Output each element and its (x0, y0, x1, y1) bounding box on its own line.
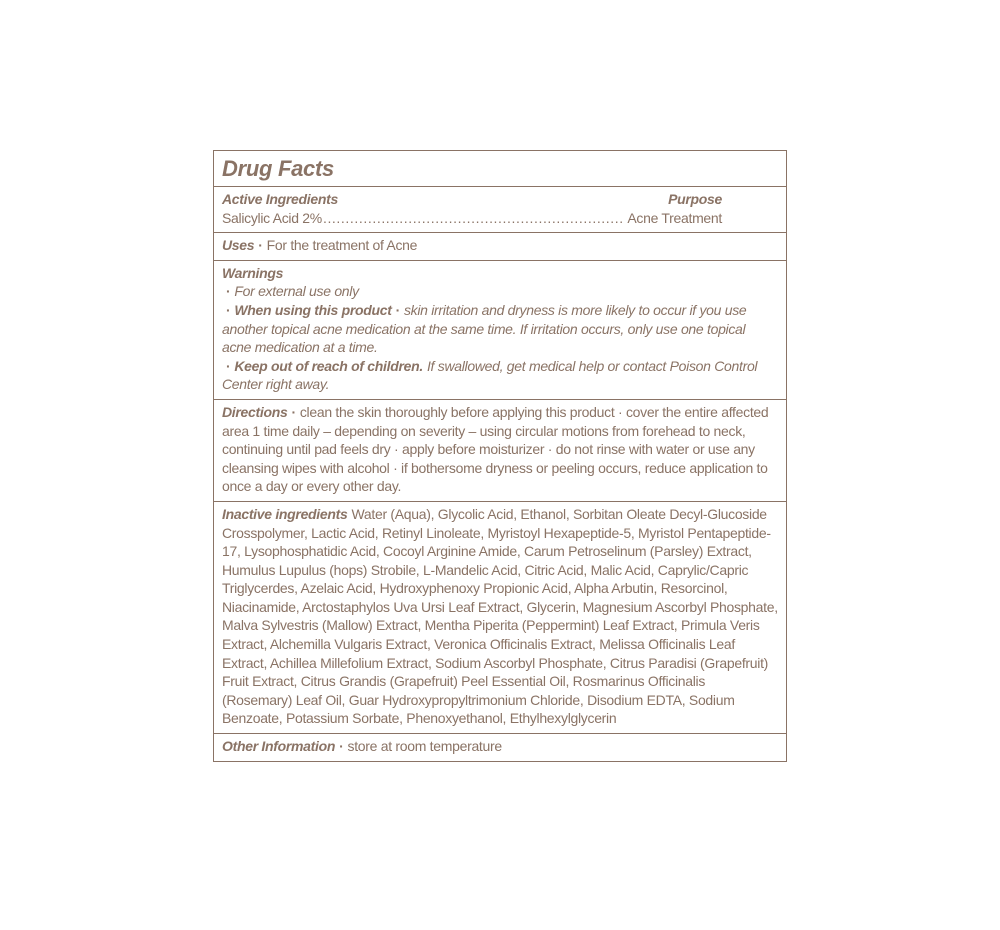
active-ingredients-heading: Active Ingredients (222, 191, 338, 207)
active-ingredients-header-row (222, 190, 722, 209)
warning-item-external-use (222, 282, 778, 301)
directions-section (214, 399, 786, 501)
active-ingredient-purpose: Acne Treatment (627, 209, 722, 226)
inactive-ingredients-heading: Inactive ingredients (222, 505, 348, 522)
bullet-glyph: · (226, 283, 231, 300)
purpose-heading: Purpose (668, 191, 722, 207)
inactive-ingredients-text: Water (Aqua), Glycolic Acid, Ethanol, Sorbitan Oleate Decyl-Glucoside Crosspolymer, Lactic Acid, Retinyl Linoleate, Myristoyl Hexapeptide-5, Myristol Pentapeptide-17, Lysophosphatidic Acid, Cocoyl Arginine Amide, Carum Petroselinum (Parsley) Extract, Humulus Lupulus (hops) Strobile, L-Mandelic Acid, Citric Acid, Malic Acid, Caprylic/Capric Triglycerdes, Azelaic Acid, Hydroxyphenoxy Propionic Acid, Alpha Arbutin, Resorcinol, Niacinamide, Arctostaphylos Uva Ursi Leaf Extract, Glycerin, Magnesium Ascorbyl Phosphate, Malva Sylvestris (Mallow) Extract, Mentha Piperita (Peppermint) Leaf Extract, Primula Veris Extract, Alchemilla Vulgaris Extract, Veronica Officinalis Extract, Melissa Officinalis Leaf Extract, Achillea Millefolium Extract, Sodium Ascorbyl Phosphate, Citrus Paradisi (Grapefruit) Fruit Extract, Citrus Grandis (Grapefruit) Peel Essential Oil, Rosmarinus Officinalis (Rosemary) Leaf Oil, Guar Hydroxypropyltrimonium Chloride, Disodium EDTA, Sodium Benzoate, Potassium Sorbate, Phenoxyethanol, Ethylhexylglycerin (222, 505, 778, 727)
active-ingredient-name: Salicylic Acid 2% (222, 209, 322, 226)
warning-item-keep-out (222, 357, 778, 394)
warning-when-using-lead: When using this product (234, 301, 392, 318)
warnings-section (214, 260, 786, 399)
warning-item-when-using (222, 301, 778, 357)
bullet-glyph: · (226, 301, 231, 318)
uses-heading: Uses (222, 237, 255, 254)
active-ingredient-row (222, 209, 722, 228)
dotted-leader (323, 209, 622, 228)
drug-facts-panel (213, 150, 787, 762)
bullet-glyph: · (226, 357, 231, 374)
bullet-glyph: · (395, 301, 400, 318)
inactive-ingredients-section (214, 501, 786, 733)
other-information-text: store at room temperature (347, 738, 502, 755)
directions-heading: Directions (222, 403, 288, 420)
bullet-glyph: · (291, 403, 296, 420)
directions-text: clean the skin thoroughly before applying this product · cover the entire affected area 1 time daily – depending on severity – using circular motions from forehead to neck, continuing until pad feels dry · apply before moisturizer · do not rinse with water or use any cleansing wipes with alcohol · if bothersome dryness or peeling occurs, reduce application to once a day or every other day. (222, 403, 769, 495)
directions-paragraph (222, 403, 778, 496)
warning-keep-out-text: If swallowed, get medical help or contact Poison Control Center right away. (222, 357, 758, 393)
inactive-ingredients-paragraph (222, 505, 778, 728)
uses-section (214, 232, 786, 260)
bullet-glyph: · (258, 237, 263, 254)
uses-text: For the treatment of Acne (266, 237, 418, 254)
bullet-glyph: · (339, 738, 344, 755)
other-information-heading: Other Information (222, 738, 336, 755)
other-information-section (214, 733, 786, 761)
warning-when-using-text: skin irritation and dryness is more likely to occur if you use another topical acne medication at the same time. If irritation occurs, only use one topical acne medication at a time. (222, 301, 747, 356)
drug-facts-title: Drug Facts (222, 156, 334, 181)
drug-facts-title-section (214, 151, 786, 186)
active-ingredients-section (214, 186, 786, 232)
warning-external-use-text: For external use only (234, 283, 359, 300)
warning-keep-out-lead: Keep out of reach of children. (234, 357, 423, 374)
warnings-heading: Warnings (222, 264, 284, 281)
